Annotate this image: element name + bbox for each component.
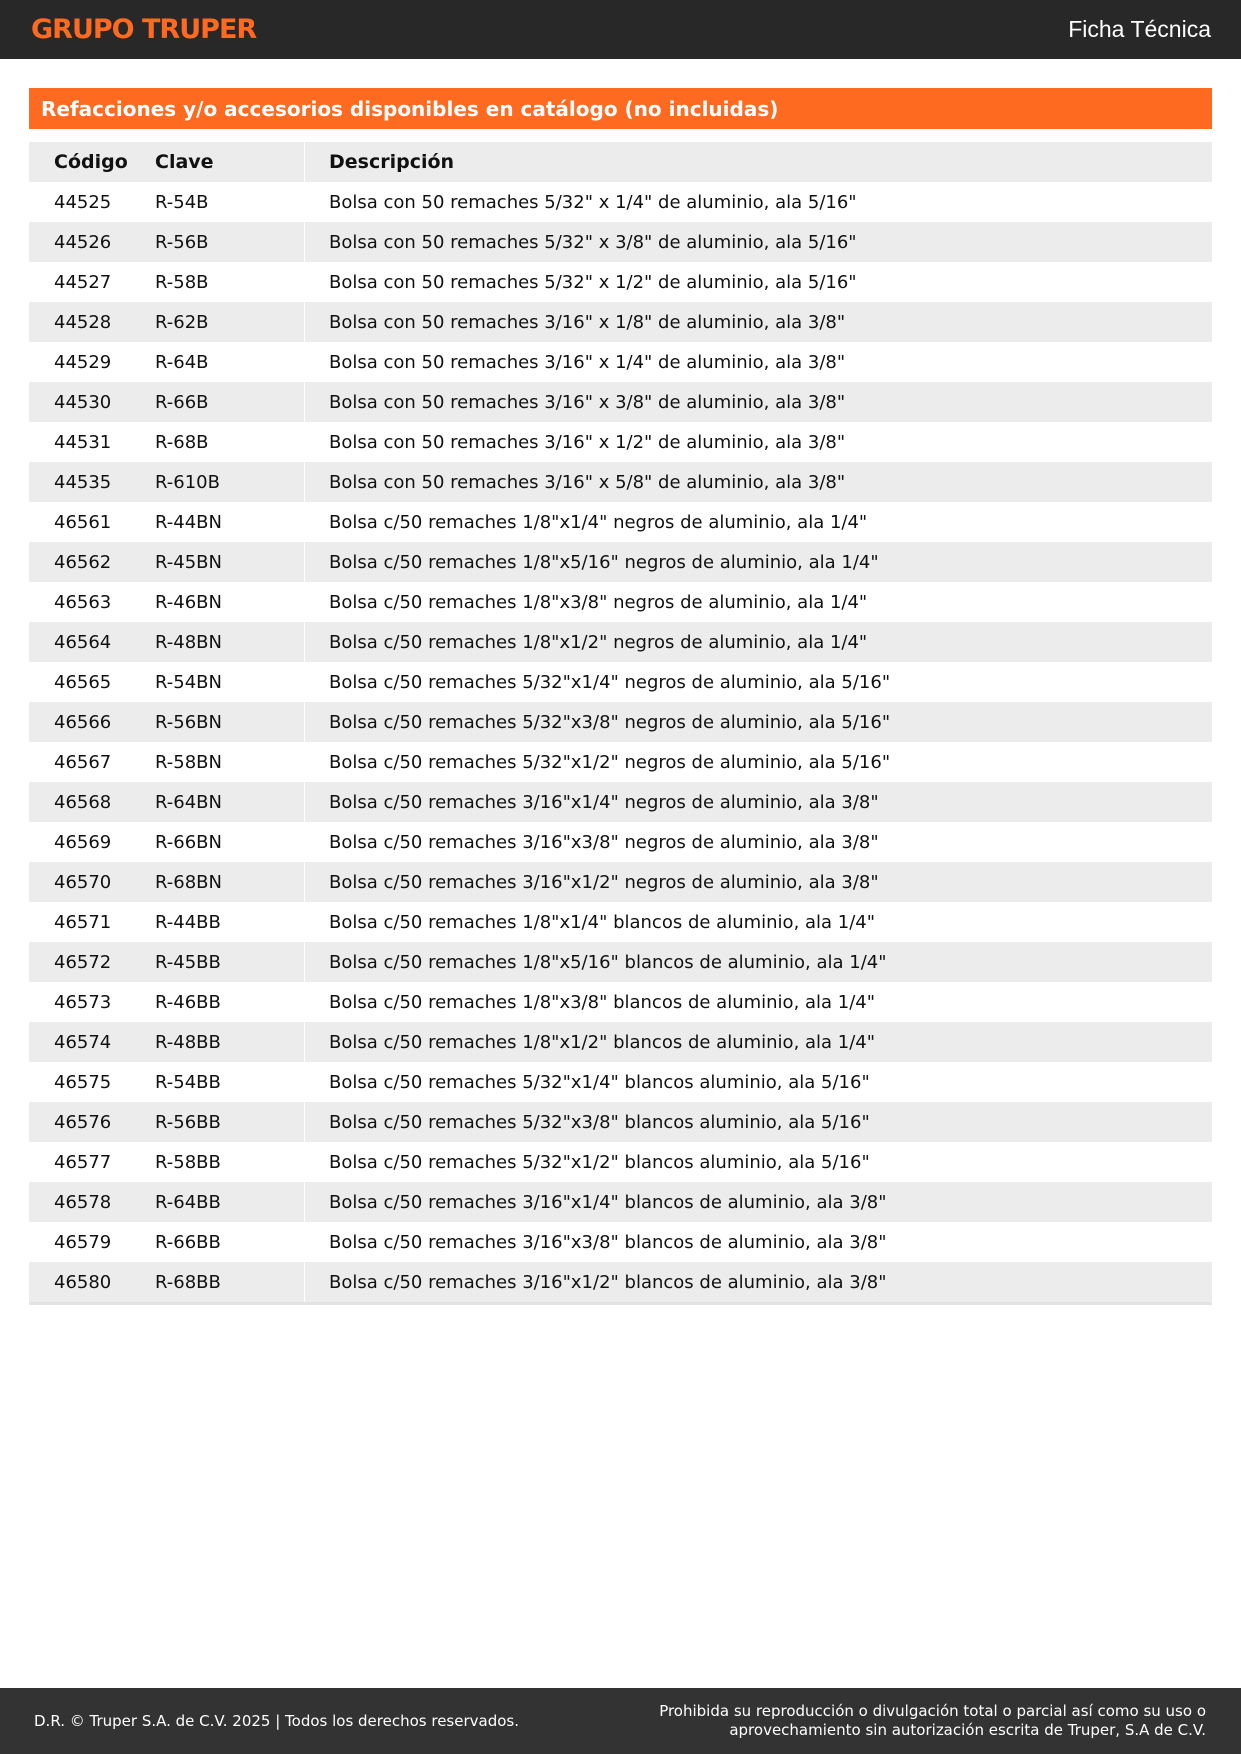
cell-codigo: 46568 (54, 791, 112, 813)
cell-clave: R-45BN (150, 542, 305, 582)
cell-codigo: 46571 (54, 911, 112, 933)
cell-clave: R-64BN (150, 782, 305, 822)
table-header-row (29, 142, 1212, 182)
cell-descripcion: Bolsa c/50 remaches 1/8"x5/16" negros de aluminio, ala 1/4" (329, 551, 879, 573)
table-row (29, 262, 1212, 302)
cell-clave: R-58BN (150, 742, 305, 782)
cell-codigo: 44528 (54, 311, 112, 333)
cell-codigo: 44526 (54, 231, 112, 253)
cell-clave: R-56B (150, 222, 305, 262)
cell-descripcion: Bolsa con 50 remaches 3/16" x 3/8" de aluminio, ala 3/8" (329, 391, 846, 413)
cell-codigo: 44535 (54, 471, 112, 493)
cell-clave: R-54B (150, 182, 305, 222)
top-bar (0, 0, 1241, 59)
cell-descripcion: Bolsa c/50 remaches 5/32"x1/2" negros de aluminio, ala 5/16" (329, 751, 891, 773)
cell-descripcion: Bolsa c/50 remaches 3/16"x1/2" negros de aluminio, ala 3/8" (329, 871, 879, 893)
column-header-clave: Clave (150, 142, 305, 182)
table-row (29, 302, 1212, 342)
document-type: Ficha Técnica (1068, 16, 1211, 42)
cell-descripcion: Bolsa c/50 remaches 1/8"x1/2" negros de aluminio, ala 1/4" (329, 631, 868, 653)
cell-descripcion: Bolsa c/50 remaches 5/32"x1/4" blancos aluminio, ala 5/16" (329, 1071, 870, 1093)
section-title: Refacciones y/o accesorios disponibles en catálogo (no incluidas) (29, 88, 1212, 129)
cell-codigo: 46578 (54, 1191, 112, 1213)
cell-codigo: 44527 (54, 271, 112, 293)
copyright-text: D.R. © Truper S.A. de C.V. 2025 | Todos los derechos reservados. (34, 1712, 519, 1730)
cell-clave: R-68BN (150, 862, 305, 902)
table-row (29, 662, 1212, 702)
legal-notice-line-1: Prohibida su reproducción o divulgación total o parcial así como su uso o (659, 1702, 1206, 1720)
cell-descripcion: Bolsa con 50 remaches 3/16" x 5/8" de aluminio, ala 3/8" (329, 471, 846, 493)
table-row (29, 1102, 1212, 1142)
cell-codigo: 44529 (54, 351, 112, 373)
cell-clave: R-58BB (150, 1142, 305, 1182)
table-row (29, 742, 1212, 782)
cell-codigo: 46577 (54, 1151, 112, 1173)
cell-clave: R-64BB (150, 1182, 305, 1222)
cell-descripcion: Bolsa con 50 remaches 3/16" x 1/4" de aluminio, ala 3/8" (329, 351, 846, 373)
cell-codigo: 44531 (54, 431, 112, 453)
table-row (29, 542, 1212, 582)
table-row (29, 1142, 1212, 1182)
cell-codigo: 46575 (54, 1071, 112, 1093)
table-row (29, 1022, 1212, 1062)
cell-clave: R-45BB (150, 942, 305, 982)
table-row (29, 382, 1212, 422)
table-row (29, 862, 1212, 902)
cell-clave: R-54BB (150, 1062, 305, 1102)
cell-descripcion: Bolsa c/50 remaches 5/32"x3/8" blancos aluminio, ala 5/16" (329, 1111, 870, 1133)
cell-codigo: 46565 (54, 671, 112, 693)
cell-clave: R-66BB (150, 1222, 305, 1262)
cell-descripcion: Bolsa con 50 remaches 5/32" x 1/4" de aluminio, ala 5/16" (329, 191, 857, 213)
cell-clave: R-46BN (150, 582, 305, 622)
cell-descripcion: Bolsa c/50 remaches 1/8"x1/4" blancos de aluminio, ala 1/4" (329, 911, 876, 933)
cell-descripcion: Bolsa con 50 remaches 5/32" x 1/2" de aluminio, ala 5/16" (329, 271, 857, 293)
cell-codigo: 44525 (54, 191, 112, 213)
table-row (29, 902, 1212, 942)
cell-clave: R-66B (150, 382, 305, 422)
cell-descripcion: Bolsa c/50 remaches 3/16"x1/4" blancos de aluminio, ala 3/8" (329, 1191, 887, 1213)
cell-codigo: 46564 (54, 631, 112, 653)
cell-descripcion: Bolsa con 50 remaches 3/16" x 1/8" de aluminio, ala 3/8" (329, 311, 846, 333)
cell-clave: R-610B (150, 462, 305, 502)
brand-logo: GRUPO TRUPER (31, 14, 257, 45)
cell-clave: R-64B (150, 342, 305, 382)
legal-notice-line-2: aprovechamiento sin autorización escrita de Truper, S.A de C.V. (729, 1721, 1206, 1739)
cell-clave: R-48BB (150, 1022, 305, 1062)
cell-codigo: 46579 (54, 1231, 112, 1253)
table-row (29, 782, 1212, 822)
column-header-codigo: Código (54, 151, 128, 173)
table-row (29, 422, 1212, 462)
cell-descripcion: Bolsa c/50 remaches 5/32"x3/8" negros de aluminio, ala 5/16" (329, 711, 891, 733)
cell-clave: R-56BN (150, 702, 305, 742)
table-row (29, 462, 1212, 502)
table-row (29, 822, 1212, 862)
cell-codigo: 46569 (54, 831, 112, 853)
table-row (29, 702, 1212, 742)
cell-descripcion: Bolsa c/50 remaches 1/8"x5/16" blancos de aluminio, ala 1/4" (329, 951, 887, 973)
table-row (29, 982, 1212, 1022)
cell-clave: R-56BB (150, 1102, 305, 1142)
cell-descripcion: Bolsa con 50 remaches 3/16" x 1/2" de aluminio, ala 3/8" (329, 431, 846, 453)
cell-descripcion: Bolsa c/50 remaches 1/8"x1/2" blancos de aluminio, ala 1/4" (329, 1031, 876, 1053)
cell-descripcion: Bolsa con 50 remaches 5/32" x 3/8" de aluminio, ala 5/16" (329, 231, 857, 253)
parts-table (29, 142, 1212, 1305)
table-row (29, 182, 1212, 222)
table-row (29, 582, 1212, 622)
column-header-descripcion: Descripción (329, 151, 455, 173)
cell-descripcion: Bolsa c/50 remaches 5/32"x1/4" negros de aluminio, ala 5/16" (329, 671, 891, 693)
cell-clave: R-54BN (150, 662, 305, 702)
cell-descripcion: Bolsa c/50 remaches 3/16"x1/4" negros de aluminio, ala 3/8" (329, 791, 879, 813)
legal-notice (659, 1702, 1206, 1740)
cell-descripcion: Bolsa c/50 remaches 3/16"x3/8" blancos de aluminio, ala 3/8" (329, 1231, 887, 1253)
cell-clave: R-46BB (150, 982, 305, 1022)
cell-descripcion: Bolsa c/50 remaches 5/32"x1/2" blancos aluminio, ala 5/16" (329, 1151, 870, 1173)
cell-codigo: 46576 (54, 1111, 112, 1133)
cell-descripcion: Bolsa c/50 remaches 1/8"x1/4" negros de aluminio, ala 1/4" (329, 511, 868, 533)
table-row (29, 342, 1212, 382)
cell-clave: R-68B (150, 422, 305, 462)
cell-codigo: 46566 (54, 711, 112, 733)
cell-descripcion: Bolsa c/50 remaches 1/8"x3/8" blancos de aluminio, ala 1/4" (329, 991, 876, 1013)
footer (0, 1688, 1241, 1754)
cell-descripcion: Bolsa c/50 remaches 3/16"x1/2" blancos de aluminio, ala 3/8" (329, 1271, 887, 1293)
cell-codigo: 46562 (54, 551, 112, 573)
cell-codigo: 46572 (54, 951, 112, 973)
cell-descripcion: Bolsa c/50 remaches 1/8"x3/8" negros de aluminio, ala 1/4" (329, 591, 868, 613)
table-row (29, 502, 1212, 542)
table-row (29, 1262, 1212, 1302)
cell-clave: R-62B (150, 302, 305, 342)
cell-codigo: 46570 (54, 871, 112, 893)
table-row (29, 622, 1212, 662)
table-row (29, 222, 1212, 262)
cell-codigo: 46574 (54, 1031, 112, 1053)
cell-codigo: 44530 (54, 391, 112, 413)
cell-clave: R-68BB (150, 1262, 305, 1302)
table-row (29, 1062, 1212, 1102)
cell-descripcion: Bolsa c/50 remaches 3/16"x3/8" negros de aluminio, ala 3/8" (329, 831, 879, 853)
cell-clave: R-44BB (150, 902, 305, 942)
table-row (29, 1222, 1212, 1262)
cell-clave: R-44BN (150, 502, 305, 542)
cell-codigo: 46573 (54, 991, 112, 1013)
cell-codigo: 46561 (54, 511, 112, 533)
cell-clave: R-58B (150, 262, 305, 302)
cell-codigo: 46563 (54, 591, 112, 613)
table-row (29, 942, 1212, 982)
table-row (29, 1182, 1212, 1222)
cell-codigo: 46580 (54, 1271, 112, 1293)
cell-codigo: 46567 (54, 751, 112, 773)
cell-clave: R-48BN (150, 622, 305, 662)
cell-clave: R-66BN (150, 822, 305, 862)
